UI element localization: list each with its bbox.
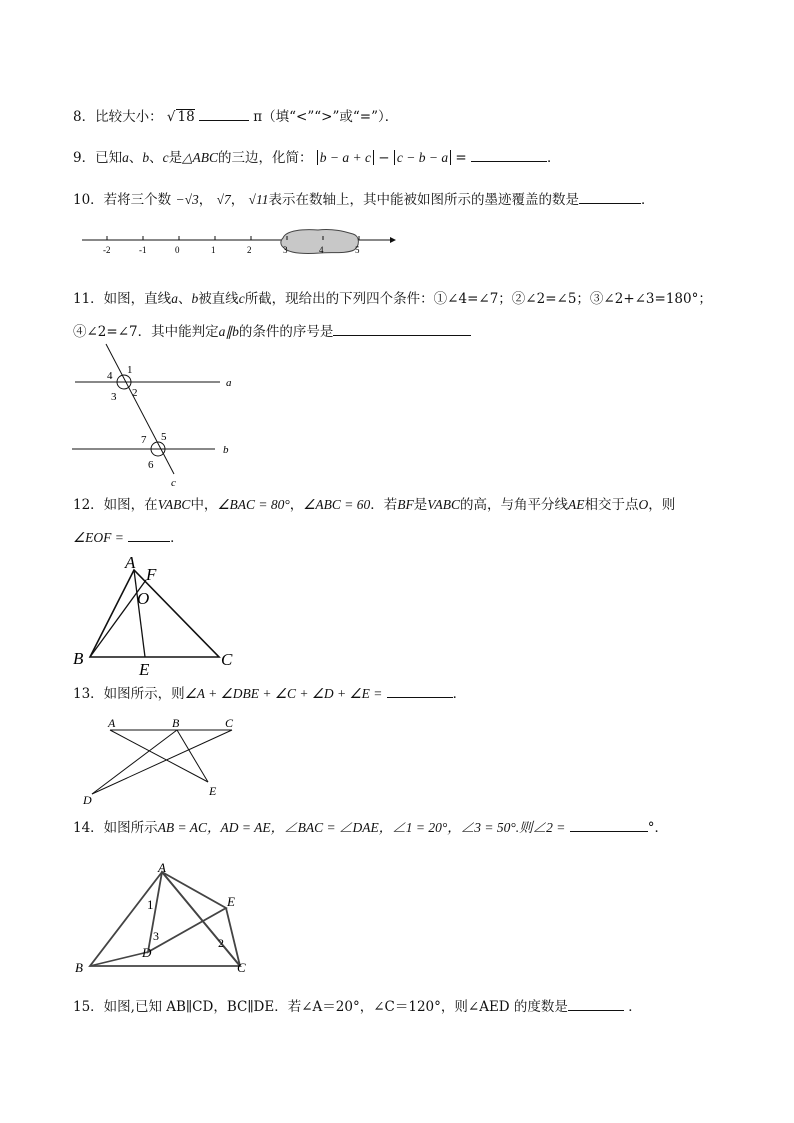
angle-label-1: 1 — [127, 364, 133, 376]
star-figure — [80, 712, 250, 808]
question-13 — [73, 684, 466, 703]
q12-angle-abc: ∠ABC = 60 — [303, 497, 371, 512]
line-c — [106, 344, 174, 474]
q13-end: ． — [452, 686, 467, 702]
answer-blank-14[interactable] — [570, 818, 648, 832]
q12-mid2: ．若 — [370, 497, 398, 513]
point-label-e: E — [227, 894, 235, 909]
answer-blank-9[interactable] — [471, 148, 547, 162]
q12-ae: AE — [568, 497, 585, 512]
q10-tail: 表示在数轴上，其中能被如图所示的墨迹覆盖的数是 — [268, 192, 579, 208]
angle-label-3: 3 — [153, 929, 159, 943]
question-15 — [73, 997, 642, 1016]
q12-tri-2: VABC — [427, 497, 461, 512]
q15-text: 15．如图,已知 AB∥CD，BC∥DE．若∠A＝20°，∠C＝120°，则∠AED 的度数是 — [73, 999, 568, 1015]
q11-a: a — [171, 291, 178, 306]
triangle-abc-figure — [70, 552, 250, 678]
q10-num-3: √11 — [248, 192, 269, 207]
q13-prefix: 13．如图所示，则 — [73, 686, 185, 702]
tick-label: 3 — [283, 245, 288, 255]
answer-blank-10[interactable] — [579, 190, 641, 204]
q12-bf: BF — [397, 497, 414, 512]
q9-triangle: △ABC — [182, 150, 218, 165]
q10-prefix: 10．若将三个数 — [73, 192, 172, 208]
q11-prefix: 11．如图，直线 — [73, 291, 172, 307]
question-8 — [73, 107, 398, 126]
point-label-e: E — [139, 660, 150, 678]
answer-blank-8[interactable] — [199, 107, 249, 121]
q14-end: °． — [647, 820, 668, 836]
q9-sep2: 、 — [149, 150, 163, 166]
q12-angle-eof: ∠EOF = — [73, 530, 124, 545]
number-line-figure — [78, 224, 400, 260]
point-label-d: D — [83, 793, 92, 807]
q15-end: ． — [628, 999, 642, 1015]
point-label-b: B — [75, 960, 83, 975]
q9-b: b — [142, 150, 150, 165]
segment-db — [92, 730, 177, 794]
angle-label-5: 5 — [161, 431, 167, 443]
point-label-b: B — [73, 649, 84, 668]
q11-line2-prefix: ④∠2=∠7．其中能判定 — [73, 324, 219, 340]
q9-end: ． — [547, 150, 561, 166]
q13-expression: ∠A + ∠DBE + ∠C + ∠D + ∠E = — [184, 686, 383, 701]
answer-blank-15[interactable] — [568, 997, 624, 1011]
line-label-b: b — [223, 444, 229, 456]
question-10: 10．若将三个数 −√3， √7， √11表示在数轴上，其中能被如图所示的墨迹覆盖的数是 ． — [73, 192, 655, 208]
q12-comma: ， — [289, 497, 304, 513]
q10-num-2: √7 — [216, 192, 231, 207]
question-11-line-2 — [73, 322, 471, 341]
tick-label: -1 — [139, 245, 147, 255]
angle-label-1: 1 — [147, 897, 154, 912]
parallel-lines-figure — [70, 342, 250, 490]
congruent-triangles-figure — [72, 858, 262, 978]
segment-ae — [110, 730, 208, 782]
angle-label-6: 6 — [148, 459, 154, 471]
q12-o: O — [638, 497, 649, 512]
q9-eq: = — [455, 150, 467, 166]
point-label-e: E — [209, 784, 217, 798]
q11-b: b — [191, 291, 199, 306]
q11-mid: 被直线 — [198, 291, 239, 307]
answer-blank-12[interactable] — [128, 528, 170, 542]
point-label-d: D — [142, 945, 152, 960]
point-label-a: A — [158, 860, 166, 875]
q12-prefix: 12．如图，在 — [73, 497, 158, 513]
tick-label: 2 — [247, 245, 252, 255]
q11-conditions: 所截，现给出的下列四个条件：①∠4=∠7；②∠2=∠5；③∠2+∠3=180°； — [244, 291, 712, 307]
q9-mid: 是 — [168, 150, 183, 166]
angle-label-4: 4 — [107, 370, 113, 382]
q12-mid4: 的高，与角平分线 — [460, 497, 569, 513]
point-label-f: F — [146, 565, 157, 584]
q8-sqrt-value: 18 — [177, 109, 195, 125]
q9-mid2: 的三边，化简： — [217, 150, 313, 166]
q9-c: c — [162, 150, 169, 165]
tick-label: 0 — [175, 245, 180, 255]
q11-line2-tail: 的条件的序号是 — [238, 324, 334, 340]
q12-tri-1: VABC — [157, 497, 191, 512]
q14-expression: AB = AC，AD = AE，∠BAC = ∠DAE，∠1 = 20°，∠3 = 50°.则∠2 = — [157, 820, 566, 835]
q12-mid5: 相交于点 — [584, 497, 639, 513]
tick-label: 4 — [319, 245, 324, 255]
q12-mid: 中， — [190, 497, 218, 513]
q12-mid3: 是 — [413, 497, 428, 513]
angle-label-3: 3 — [111, 391, 117, 403]
angle-label-7: 7 — [141, 434, 147, 446]
question-12-line-1 — [73, 496, 675, 514]
tick-label: -2 — [103, 245, 111, 255]
q11-ab: a∥b — [218, 324, 239, 339]
q8-pi: π — [253, 109, 263, 125]
answer-blank-11[interactable] — [333, 322, 471, 336]
question-11-line-1 — [73, 290, 712, 308]
q8-tail: （填“<”“>”或“=”）． — [262, 109, 399, 125]
question-12-line-2 — [73, 528, 184, 547]
q14-prefix: 14．如图所示 — [73, 820, 158, 836]
q11-sep: 、 — [177, 291, 192, 307]
question-14 — [73, 818, 668, 837]
q12-angle-bac: ∠BAC = 80° — [217, 497, 290, 512]
triangle-ade — [148, 872, 226, 952]
point-label-c: C — [237, 960, 246, 975]
q9-abs-1: b − a + c — [317, 150, 374, 165]
q10-end: ． — [640, 192, 655, 208]
q9-abs-2: c − b − a — [394, 150, 451, 165]
sqrt-sign: √ — [166, 109, 176, 125]
point-label-b: B — [172, 716, 180, 730]
angle-label-2: 2 — [132, 387, 138, 399]
question-9 — [73, 148, 561, 167]
point-label-a: A — [108, 716, 116, 730]
tick-label: 5 — [355, 245, 360, 255]
q9-a: a — [122, 150, 129, 165]
q9-minus: − — [378, 150, 390, 166]
axis-arrow-icon — [390, 237, 396, 243]
q9-sep1: 、 — [128, 150, 143, 166]
answer-blank-13[interactable] — [387, 684, 453, 698]
q9-prefix: 9．已知 — [73, 150, 123, 166]
point-label-c: C — [221, 650, 233, 669]
angle-label-2: 2 — [218, 936, 224, 950]
point-label-o: O — [137, 589, 150, 608]
tick-label: 1 — [211, 245, 216, 255]
triangle-abc — [90, 872, 240, 966]
line-label-c: c — [171, 477, 176, 489]
q8-prefix: 8．比较大小： — [73, 109, 163, 125]
point-label-a: A — [125, 553, 136, 572]
q11-c: c — [238, 291, 245, 306]
line-label-a: a — [226, 377, 232, 389]
q10-num-1: −√3 — [175, 192, 199, 207]
q12-end: ． — [170, 530, 184, 546]
q12-tail: ，则 — [648, 497, 676, 513]
point-label-c: C — [225, 716, 234, 730]
